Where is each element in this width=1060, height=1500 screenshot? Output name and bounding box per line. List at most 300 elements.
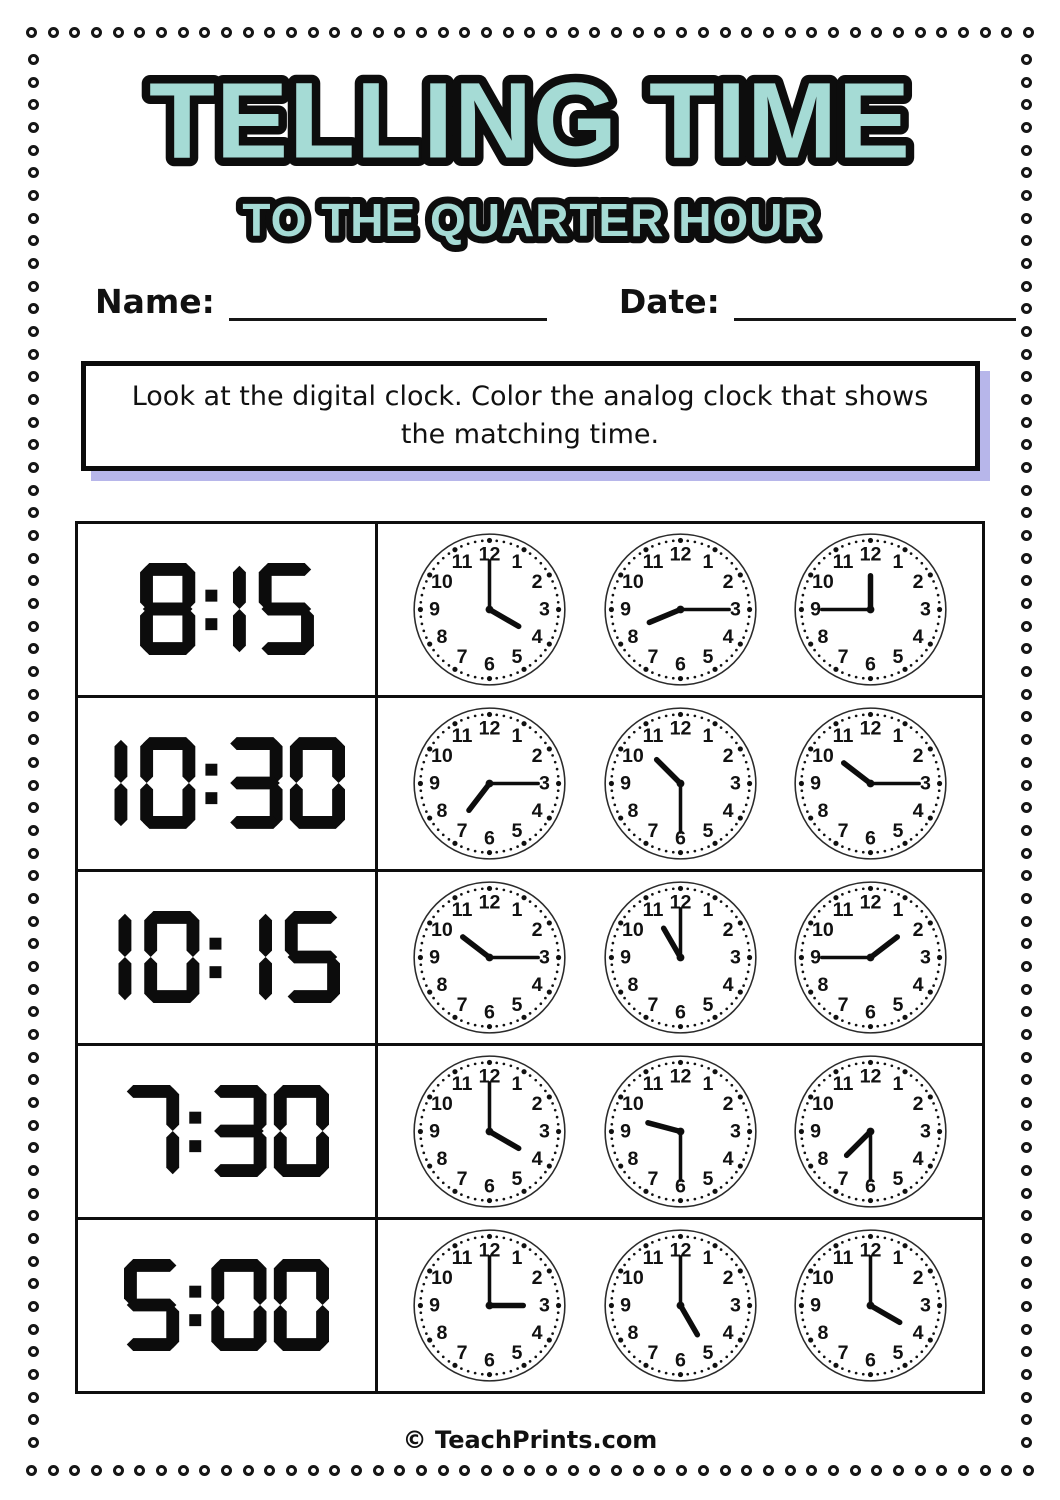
- border-dot: [28, 1120, 39, 1131]
- clock-number: 9: [429, 772, 441, 795]
- analog-clock-option[interactable]: [411, 531, 568, 688]
- border-dot: [264, 1465, 275, 1476]
- border-dot: [893, 1465, 904, 1476]
- border-dot: [1001, 27, 1012, 38]
- clock-number: 12: [859, 891, 882, 914]
- clock-number: 2: [912, 1266, 924, 1289]
- border-dot: [1021, 1414, 1032, 1425]
- border-dot: [611, 27, 622, 38]
- digital-clock-cell: [78, 1046, 378, 1217]
- analog-clock-option[interactable]: [602, 879, 759, 1036]
- border-dot: [1021, 507, 1032, 518]
- analog-options-cell: [378, 1046, 982, 1217]
- clock-number: 3: [539, 772, 551, 795]
- border-dot: [1021, 984, 1032, 995]
- digital-clock-cell: [78, 524, 378, 695]
- analog-clock-option[interactable]: [602, 1227, 759, 1384]
- border-dot: [28, 530, 39, 541]
- clock-number: 10: [811, 1092, 834, 1115]
- analog-clock-option[interactable]: [602, 1053, 759, 1210]
- analog-clock-face: [411, 705, 568, 862]
- border-dot: [28, 462, 39, 473]
- clock-number: 3: [919, 772, 931, 795]
- analog-clock-face: [792, 1053, 949, 1210]
- analog-clock-option[interactable]: [792, 1227, 949, 1384]
- border-dot: [28, 190, 39, 201]
- clock-number: 11: [832, 898, 854, 921]
- border-dot: [1021, 1165, 1032, 1176]
- analog-clock-option[interactable]: [602, 705, 759, 862]
- clock-number: 4: [912, 973, 924, 996]
- border-dot: [1021, 530, 1032, 541]
- border-dot: [28, 394, 39, 405]
- clock-number: 11: [642, 898, 663, 921]
- border-dot: [28, 757, 39, 768]
- analog-clock-face: [602, 531, 759, 688]
- clock-number: 9: [429, 946, 441, 969]
- border-dot: [1021, 666, 1032, 677]
- clock-number: 12: [478, 717, 501, 740]
- clock-number: 10: [811, 918, 834, 941]
- analog-clock-option[interactable]: [411, 1053, 568, 1210]
- border-dot: [28, 1301, 39, 1312]
- clock-number: 7: [647, 1341, 658, 1364]
- analog-options-cell: [378, 872, 982, 1043]
- border-dot: [113, 27, 124, 38]
- clock-number: 10: [811, 1266, 834, 1289]
- clock-number: 9: [429, 1120, 441, 1143]
- clock-number: 4: [722, 973, 734, 996]
- analog-clock-option[interactable]: [411, 1227, 568, 1384]
- border-dot: [741, 1465, 752, 1476]
- border-dot: [28, 1142, 39, 1153]
- clock-number: 5: [702, 645, 713, 668]
- border-dot: [221, 1465, 232, 1476]
- border-dot: [568, 1465, 579, 1476]
- border-dot: [828, 1465, 839, 1476]
- clock-number: 3: [539, 1294, 551, 1317]
- border-dot: [958, 27, 969, 38]
- border-dot: [1021, 1210, 1032, 1221]
- analog-clock-face: [411, 1227, 568, 1384]
- clock-number: 11: [451, 1072, 473, 1095]
- clock-number: 10: [431, 1092, 454, 1115]
- clock-number: 11: [451, 1246, 473, 1269]
- clock-number: 3: [539, 1120, 551, 1143]
- analog-clock-option[interactable]: [602, 531, 759, 688]
- border-dot: [1021, 54, 1032, 65]
- border-dot: [676, 27, 687, 38]
- analog-clock-face: [411, 1053, 568, 1210]
- clock-number: 6: [864, 1175, 876, 1198]
- border-dot: [1021, 145, 1032, 156]
- clock-number: 4: [912, 1321, 924, 1344]
- border-dot: [1021, 1006, 1032, 1017]
- analog-clock-option[interactable]: [792, 531, 949, 688]
- border-dot: [1021, 825, 1032, 836]
- border-dot: [1021, 235, 1032, 246]
- border-dot: [199, 1465, 210, 1476]
- border-dot: [28, 734, 39, 745]
- clock-number: 8: [436, 1147, 448, 1170]
- border-dot: [28, 417, 39, 428]
- border-dot: [28, 1052, 39, 1063]
- clock-number: 10: [621, 1092, 644, 1115]
- border-dot: [28, 145, 39, 156]
- border-dot: [28, 621, 39, 632]
- clock-number: 4: [722, 799, 734, 822]
- clock-number: 5: [511, 819, 523, 842]
- clock-number: 1: [702, 1246, 713, 1269]
- clock-number: 12: [859, 1239, 882, 1262]
- border-dot: [936, 1465, 947, 1476]
- clock-number: 9: [809, 772, 821, 795]
- border-dot: [1021, 961, 1032, 972]
- border-dot: [763, 27, 774, 38]
- clock-number: 2: [722, 1092, 734, 1115]
- clock-number: 6: [484, 827, 496, 850]
- border-dot: [28, 235, 39, 246]
- clock-number: 12: [669, 717, 691, 740]
- clock-number: 6: [864, 827, 876, 850]
- analog-clock-face: [792, 705, 949, 862]
- border-dot: [1021, 938, 1032, 949]
- border-dot: [589, 1465, 600, 1476]
- clock-number: 4: [912, 625, 924, 648]
- clock-number: 6: [484, 1349, 496, 1372]
- border-dot: [1021, 258, 1032, 269]
- border-dot: [503, 1465, 514, 1476]
- digital-time-display: [124, 1085, 329, 1177]
- analog-clock-face: [792, 531, 949, 688]
- border-dot: [524, 27, 535, 38]
- border-dot: [568, 27, 579, 38]
- clock-number: 1: [892, 550, 904, 573]
- border-dot: [351, 27, 362, 38]
- clock-number: 7: [647, 645, 658, 668]
- border-dot: [28, 303, 39, 314]
- border-dot: [654, 27, 665, 38]
- border-dot: [1021, 303, 1032, 314]
- border-dot: [1021, 802, 1032, 813]
- clock-number: 4: [531, 625, 543, 648]
- border-dot: [28, 507, 39, 518]
- border-dot: [1021, 1120, 1032, 1131]
- border-dot: [763, 1465, 774, 1476]
- border-dot: [1021, 553, 1032, 564]
- clock-number: 5: [702, 819, 713, 842]
- clock-number: 12: [478, 1239, 501, 1262]
- clock-number: 3: [919, 1120, 931, 1143]
- clock-number: 6: [484, 653, 496, 676]
- border-dot: [524, 1465, 535, 1476]
- border-dot: [1021, 1097, 1032, 1108]
- clock-number: 3: [729, 598, 741, 621]
- border-dot: [915, 27, 926, 38]
- analog-clock-face: [602, 705, 759, 862]
- border-dot: [459, 27, 470, 38]
- border-dot: [394, 1465, 405, 1476]
- name-field[interactable]: [229, 282, 547, 321]
- clock-number: 4: [531, 1321, 543, 1344]
- border-dot: [1023, 1465, 1034, 1476]
- clock-number: 4: [531, 799, 543, 822]
- analog-clock-face: [602, 879, 759, 1036]
- dotted-border-top: [26, 27, 1034, 38]
- border-dot: [91, 1465, 102, 1476]
- border-dot: [134, 27, 145, 38]
- clock-number: 7: [837, 645, 849, 668]
- border-dot: [654, 1465, 665, 1476]
- border-dot: [243, 1465, 254, 1476]
- border-dot: [1021, 371, 1032, 382]
- border-dot: [28, 984, 39, 995]
- clock-number: 7: [456, 645, 468, 668]
- footer: [0, 1426, 1060, 1454]
- border-dot: [69, 1465, 80, 1476]
- border-dot: [1021, 439, 1032, 450]
- clock-number: 4: [722, 625, 734, 648]
- border-dot: [1021, 757, 1032, 768]
- border-dot: [28, 326, 39, 337]
- digital-clock-cell: [78, 872, 378, 1043]
- time-row: [78, 1217, 982, 1391]
- border-dot: [1021, 870, 1032, 881]
- clock-number: 12: [669, 1239, 691, 1262]
- border-dot: [1021, 326, 1032, 337]
- border-dot: [438, 1465, 449, 1476]
- clock-number: 2: [912, 570, 924, 593]
- border-dot: [28, 961, 39, 972]
- clock-number: 10: [621, 570, 644, 593]
- border-dot: [28, 1233, 39, 1244]
- border-dot: [28, 553, 39, 564]
- border-dot: [893, 27, 904, 38]
- analog-clock-option[interactable]: [792, 1053, 949, 1210]
- clock-number: 5: [511, 645, 523, 668]
- border-dot: [286, 27, 297, 38]
- border-dot: [28, 1278, 39, 1289]
- analog-options-cell: [378, 524, 982, 695]
- dotted-border-bottom: [26, 1465, 1034, 1476]
- border-dot: [1021, 1074, 1032, 1085]
- clock-number: 7: [456, 1167, 468, 1190]
- clock-number: 11: [642, 550, 663, 573]
- border-dot: [28, 371, 39, 382]
- clock-number: 6: [484, 1001, 496, 1024]
- clock-number: 6: [864, 653, 876, 676]
- time-row: [78, 1043, 982, 1217]
- clock-number: 12: [669, 891, 691, 914]
- analog-options-cell: [378, 698, 982, 869]
- border-dot: [28, 1256, 39, 1267]
- clock-number: 1: [511, 550, 523, 573]
- clock-number: 10: [431, 918, 454, 941]
- clock-number: 1: [702, 550, 713, 573]
- border-dot: [871, 27, 882, 38]
- digital-time-display: [140, 563, 314, 655]
- border-dot: [28, 802, 39, 813]
- clock-number: 1: [892, 1246, 904, 1269]
- border-dot: [28, 780, 39, 791]
- border-dot: [28, 1097, 39, 1108]
- clock-number: 7: [647, 993, 658, 1016]
- clock-number: 8: [626, 1147, 638, 1170]
- clock-number: 12: [478, 1065, 501, 1088]
- border-dot: [1021, 349, 1032, 360]
- border-dot: [481, 1465, 492, 1476]
- analog-clock-option[interactable]: [411, 705, 568, 862]
- border-dot: [1021, 167, 1032, 178]
- border-dot: [28, 281, 39, 292]
- border-dot: [850, 27, 861, 38]
- border-dot: [351, 1465, 362, 1476]
- border-dot: [178, 1465, 189, 1476]
- clock-number: 5: [892, 819, 904, 842]
- clock-number: 8: [626, 799, 638, 822]
- clock-number: 11: [451, 724, 473, 747]
- border-dot: [28, 1346, 39, 1357]
- border-dot: [28, 1210, 39, 1221]
- border-dot: [28, 1437, 39, 1448]
- clock-number: 2: [722, 918, 734, 941]
- border-dot: [28, 1369, 39, 1380]
- border-dot: [1021, 1437, 1032, 1448]
- border-dot: [48, 27, 59, 38]
- clock-number: 1: [892, 898, 904, 921]
- clock-number: 11: [642, 1246, 663, 1269]
- border-dot: [28, 916, 39, 927]
- clock-number: 8: [436, 1321, 448, 1344]
- analog-clock-face: [602, 1053, 759, 1210]
- digital-time-display: [124, 1259, 329, 1351]
- subtitle-banner: [140, 176, 920, 260]
- border-dot: [28, 485, 39, 496]
- clock-number: 1: [702, 724, 713, 747]
- border-dot: [806, 1465, 817, 1476]
- border-dot: [936, 27, 947, 38]
- clock-number: 12: [859, 1065, 882, 1088]
- border-dot: [28, 598, 39, 609]
- border-dot: [308, 27, 319, 38]
- clock-number: 4: [722, 1321, 734, 1344]
- border-dot: [1021, 916, 1032, 927]
- clock-number: 8: [817, 625, 829, 648]
- border-dot: [28, 1074, 39, 1085]
- clock-number: 9: [429, 598, 441, 621]
- border-dot: [958, 1465, 969, 1476]
- time-row: [78, 869, 982, 1043]
- date-label: Date:: [618, 282, 720, 321]
- clock-number: 10: [621, 1266, 644, 1289]
- name-label: Name:: [95, 282, 215, 321]
- clock-number: 3: [919, 946, 931, 969]
- clock-number: 8: [436, 625, 448, 648]
- border-dot: [373, 27, 384, 38]
- border-dot: [633, 27, 644, 38]
- clock-number: 6: [864, 1349, 876, 1372]
- clock-number: 11: [832, 724, 854, 747]
- border-dot: [481, 27, 492, 38]
- analog-clock-option[interactable]: [792, 879, 949, 1036]
- border-dot: [28, 1188, 39, 1199]
- border-dot: [416, 27, 427, 38]
- clock-number: 2: [722, 1266, 734, 1289]
- date-field[interactable]: [734, 282, 1016, 321]
- border-dot: [1021, 1256, 1032, 1267]
- border-dot: [26, 27, 37, 38]
- clock-number: 12: [859, 543, 882, 566]
- digital-time-display: [113, 911, 340, 1003]
- border-dot: [1021, 122, 1032, 133]
- border-dot: [28, 689, 39, 700]
- clock-number: 10: [621, 744, 644, 767]
- clock-number: 6: [674, 1175, 686, 1198]
- clock-number: 10: [431, 1266, 454, 1289]
- border-dot: [1021, 394, 1032, 405]
- border-dot: [28, 99, 39, 110]
- clock-number: 12: [478, 891, 501, 914]
- analog-clock-option[interactable]: [792, 705, 949, 862]
- border-dot: [1021, 689, 1032, 700]
- border-dot: [113, 1465, 124, 1476]
- border-dot: [48, 1465, 59, 1476]
- clock-number: 5: [892, 1341, 904, 1364]
- clock-number: 1: [511, 898, 523, 921]
- clock-number: 3: [729, 772, 741, 795]
- clock-number: 10: [621, 918, 644, 941]
- clock-number: 10: [431, 570, 454, 593]
- clock-number: 12: [669, 1065, 691, 1088]
- border-dot: [1021, 643, 1032, 654]
- clock-number: 1: [511, 724, 523, 747]
- border-dot: [221, 27, 232, 38]
- border-dot: [1021, 598, 1032, 609]
- border-dot: [28, 1006, 39, 1017]
- border-dot: [1021, 848, 1032, 859]
- clock-number: 2: [531, 918, 543, 941]
- clock-number: 2: [531, 570, 543, 593]
- border-dot: [546, 27, 557, 38]
- clock-number: 3: [539, 946, 551, 969]
- analog-clock-face: [411, 879, 568, 1036]
- border-dot: [589, 27, 600, 38]
- border-dot: [178, 27, 189, 38]
- border-dot: [26, 1465, 37, 1476]
- border-dot: [28, 258, 39, 269]
- clock-number: 8: [817, 1147, 829, 1170]
- instruction-text: Look at the digital clock. Color the analog clock that shows the matching time.: [131, 381, 929, 450]
- border-dot: [1021, 281, 1032, 292]
- border-dot: [69, 27, 80, 38]
- border-dot: [28, 666, 39, 677]
- clock-number: 9: [809, 598, 821, 621]
- border-dot: [611, 1465, 622, 1476]
- border-dot: [28, 77, 39, 88]
- clock-number: 7: [837, 1167, 849, 1190]
- analog-clock-option[interactable]: [411, 879, 568, 1036]
- border-dot: [1021, 734, 1032, 745]
- border-dot: [1021, 417, 1032, 428]
- border-dot: [1021, 1369, 1032, 1380]
- border-dot: [1021, 1233, 1032, 1244]
- border-dot: [1021, 213, 1032, 224]
- title-banner: [50, 46, 1010, 182]
- border-dot: [546, 1465, 557, 1476]
- border-dot: [1021, 1392, 1032, 1403]
- border-dot: [28, 643, 39, 654]
- border-dot: [1023, 27, 1034, 38]
